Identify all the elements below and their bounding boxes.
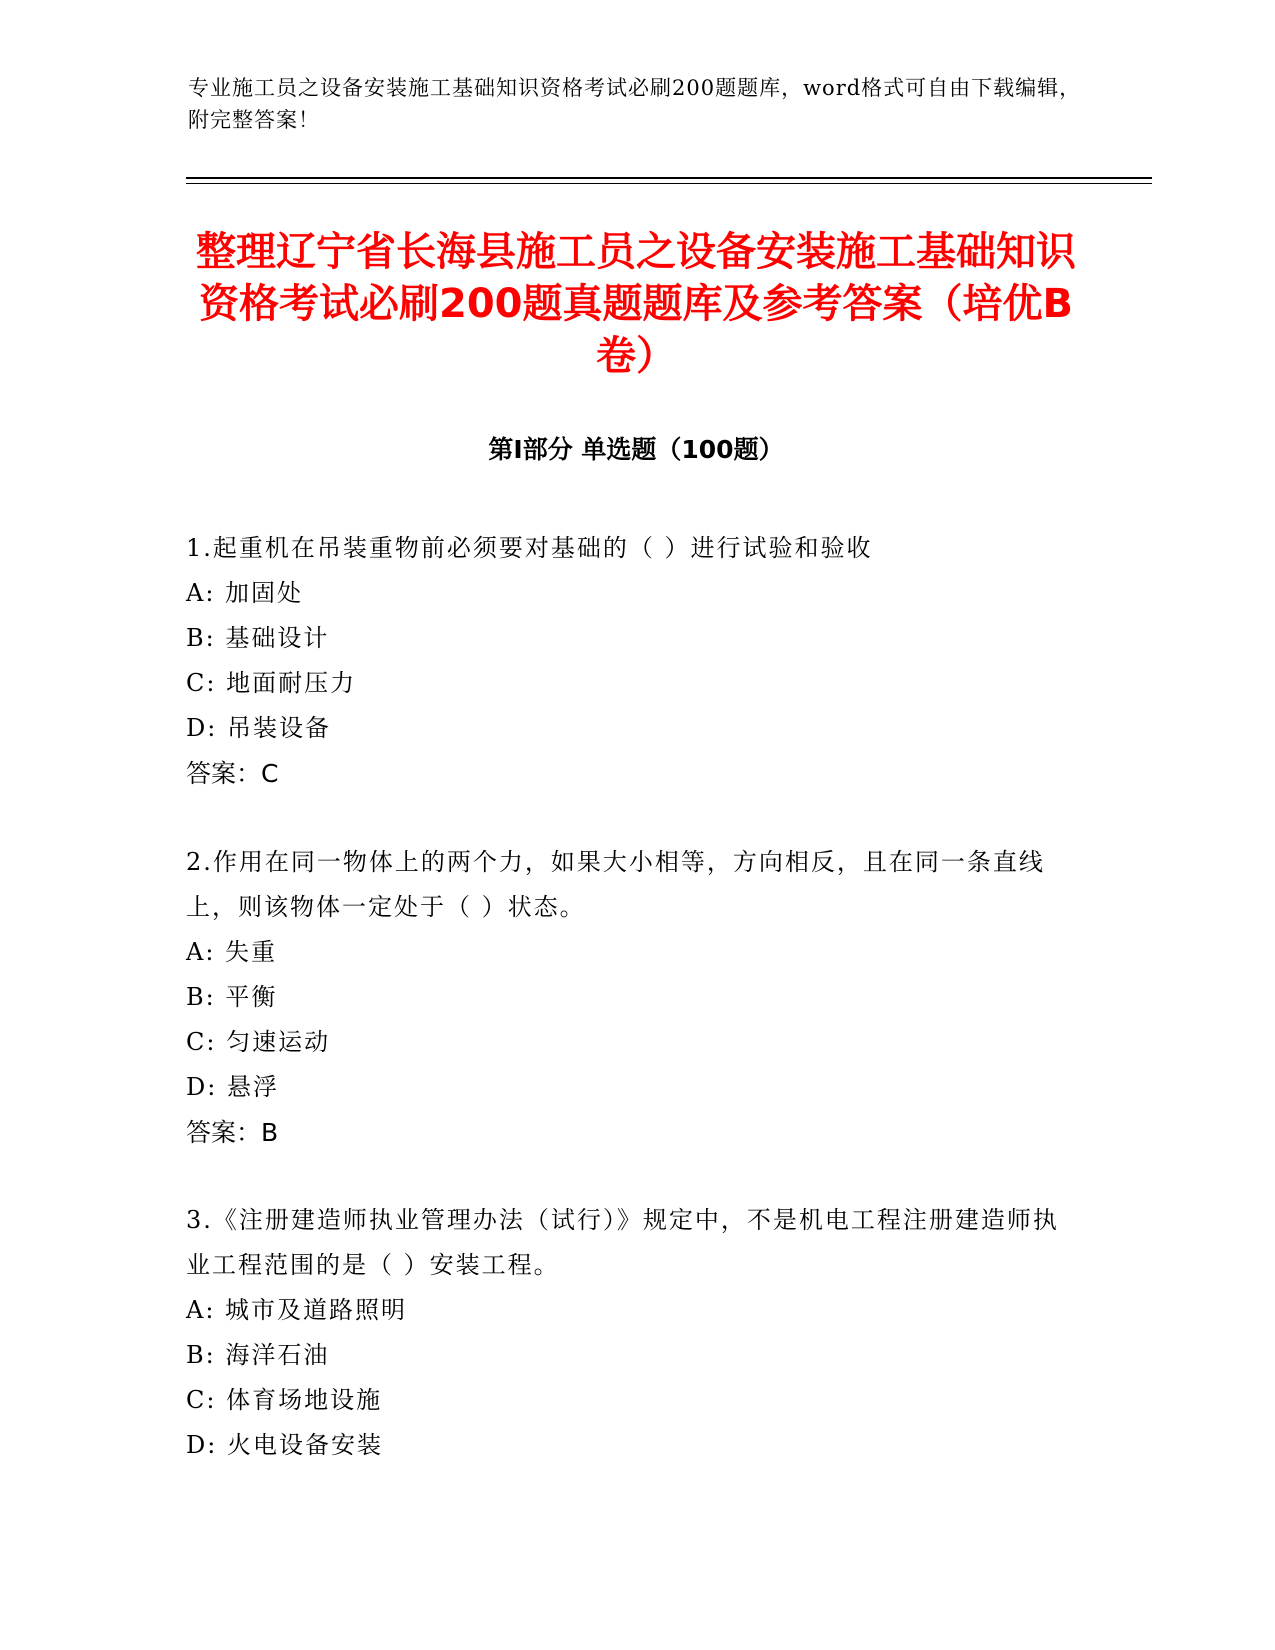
- option-b: B: 基础设计: [186, 624, 330, 652]
- option-b: B: 海洋石油: [186, 1341, 330, 1369]
- header-divider-thin: [186, 183, 1152, 184]
- answer-line: 答案：C: [186, 759, 279, 788]
- option-c: C: 匀速运动: [186, 1028, 331, 1056]
- question-text: 3.《注册建造师执业管理办法（试行）》规定中，不是机电工程注册建造师执业工程范围的是（ ）安装工程。: [186, 1206, 1059, 1279]
- option-d: D: 吊装设备: [186, 714, 331, 742]
- option-d: D: 悬浮: [186, 1073, 279, 1101]
- header-divider-thick: [186, 177, 1152, 179]
- option-a: A: 失重: [186, 938, 278, 966]
- option-a: A: 加固处: [186, 579, 304, 607]
- option-b: B: 平衡: [186, 983, 278, 1011]
- question-text: 2.作用在同一物体上的两个力，如果大小相等，方向相反，且在同一条直线上，则该物体一定处于（ ）状态。: [186, 848, 1045, 921]
- question-text: 1.起重机在吊装重物前必须要对基础的（ ）进行试验和验收: [186, 534, 873, 562]
- answer-line: 答案：B: [186, 1118, 279, 1147]
- question-2: [186, 840, 1066, 1155]
- section-heading: 第Ⅰ部分 单选题（100题）: [488, 435, 784, 464]
- option-c: C: 体育场地设施: [186, 1386, 383, 1414]
- document-title: 整理辽宁省长海县施工员之设备安装施工基础知识资格考试必刷200题真题题库及参考答案（培优B卷）: [196, 229, 1076, 379]
- option-d: D: 火电设备安装: [186, 1431, 383, 1459]
- option-a: A: 城市及道路照明: [186, 1296, 408, 1324]
- header-note: 专业施工员之设备安装施工基础知识资格考试必刷200题题库，word格式可自由下载编辑，附完整答案！: [188, 76, 1082, 132]
- option-c: C: 地面耐压力: [186, 669, 357, 697]
- question-1: [186, 526, 1066, 796]
- question-3: [186, 1198, 1066, 1468]
